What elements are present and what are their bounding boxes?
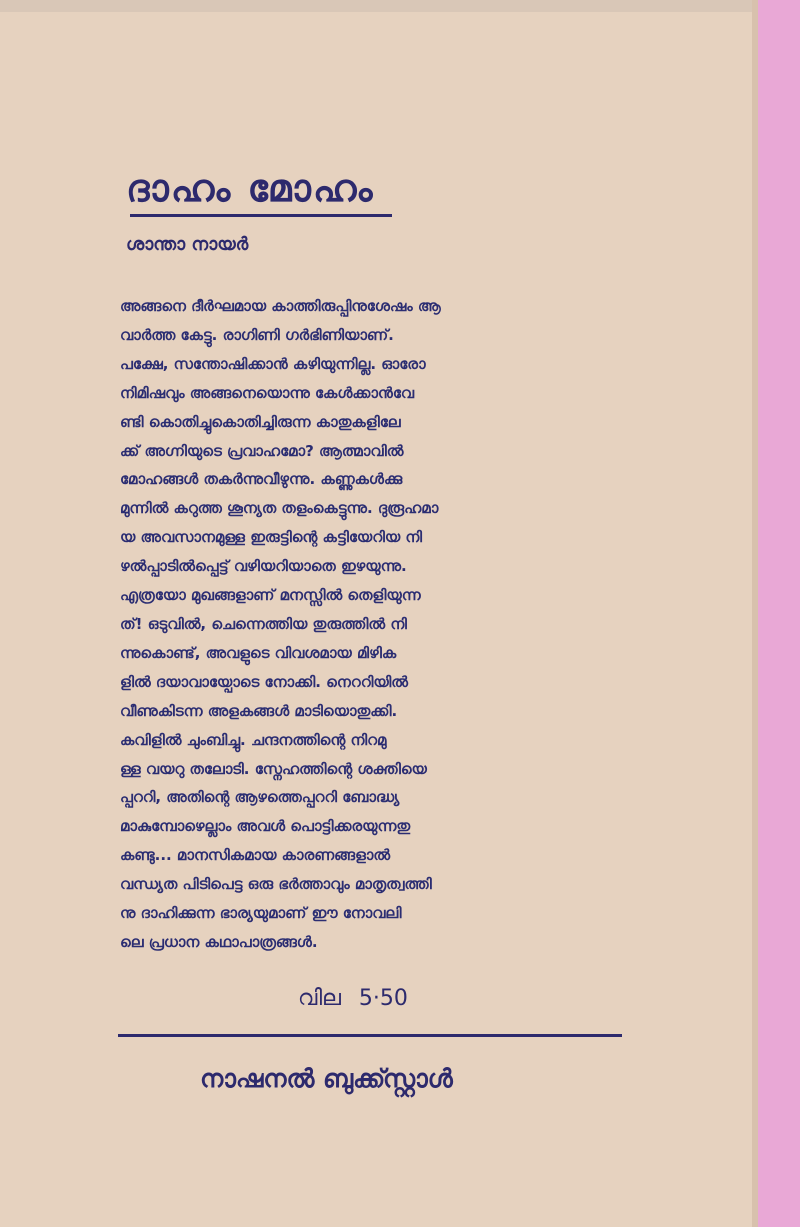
price-label: വില <box>298 986 341 1011</box>
title-underline <box>130 214 392 217</box>
author-name: ശാന്താ നായർ <box>126 234 249 255</box>
book-title: ദാഹം മോഹം <box>126 166 375 210</box>
top-edge <box>0 0 800 12</box>
price-line <box>298 986 408 1011</box>
price-value: 5·50 <box>358 986 408 1011</box>
blurb-paragraph: അങ്ങനെ ദീർഘമായ കാത്തിരുപ്പിനുശേഷം ആ വാർത്ത കേട്ടു. രാഗിണി ഗർഭിണിയാണ്. പക്ഷേ, സന്തോഷിക്കാൻ കഴിയുന്നില്ല. ഓരോ നിമിഷവും അങ്ങനെയൊന്നു കേൾക്കാൻവേ ണ്ടി കൊതിച്ചുകൊതിച്ചിരുന്ന കാതുകളിലേ ക്ക് അഗ്നിയുടെ പ്രവാഹമോ? ആത്മാവിൽ മോഹങ്ങൾ തകർന്നുവീഴുന്നു. കണ്ണുകൾക്കു മുന്നിൽ കറുത്ത ശൂന്യത തളംകെട്ടുന്നു. ദുരൂഹമാ യ അവസാനമുള്ള ഇരുട്ടിന്റെ കട്ടിയേറിയ നി ഴൽപ്പാടിൽപ്പെട്ട് വഴിയറിയാതെ ഇഴയുന്നു. എത്രയോ മുഖങ്ങളാണ് മനസ്സിൽ തെളിയുന്ന ത്! ഒടുവിൽ, ചെന്നെത്തിയ തുരുത്തിൽ നി ന്നുകൊണ്ട്, അവളുടെ വിവശമായ മിഴിക ളിൽ ദയാവായ്പോടെ നോക്കി. നെററിയിൽ വീണുകിടന്ന അളകങ്ങൾ മാടിയൊതുക്കി. കവിളിൽ ചുംബിച്ചു. ചന്ദനത്തിന്റെ നിറമു ള്ള വയറു തലോടി. സ്നേഹത്തിന്റെ ശക്തിയെ പ്പററി, അതിന്റെ ആഴത്തെപ്പററി ബോദ്ധ്യ മാകുമ്പോഴെല്ലാം അവൾ പൊട്ടിക്കരയുന്നതു കണ്ടു... മാനസികമായ കാരണങ്ങളാൽ വന്ധ്യത പിടിപെട്ട ഒരു ഭർത്താവും മാതൃത്വത്തി നു ദാഹിക്കുന്ന ഭാര്യയുമാണ് ഈ നോവലി ലെ പ്രധാന കഥാപാത്രങ്ങൾ. <box>120 297 441 951</box>
bottom-divider <box>118 1034 622 1037</box>
pink-spine <box>758 0 800 1227</box>
publisher-name: നാഷനൽ ബുക്ക്സ്റ്റാൾ <box>200 1064 453 1093</box>
